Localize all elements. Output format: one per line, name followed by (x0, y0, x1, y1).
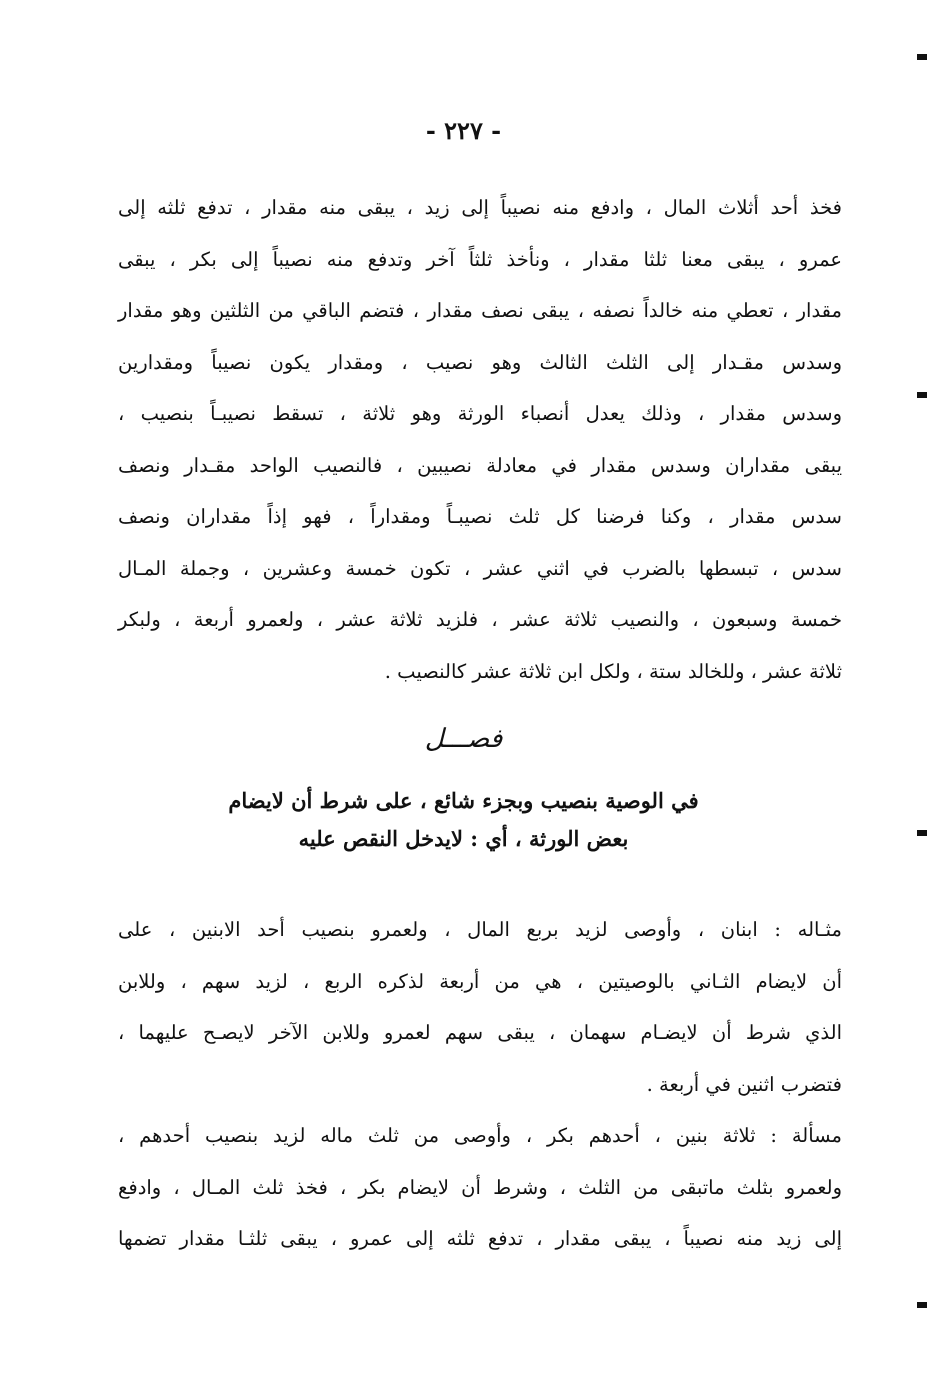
text-line: وسدس مقدار ، وذلك يعدل أنصباء الورثة وهو ثلاثة ، تسقط نصيبـاً بنصيب ، (118, 402, 842, 425)
text-line: أن لايضام الثـاني بالوصيتين ، هي من أربعة لذكره الربع ، لزيد سهم ، وللابن (118, 969, 842, 993)
margin-mark (917, 1302, 927, 1308)
section-subtitle-line-2: بعض الورثة ، أي : لايدخل النقص عليه (298, 826, 629, 851)
text-line: سدس ، تبسطها بالضرب في اثني عشر ، تكون خمسة وعشرين ، وجملة المـال (118, 556, 842, 580)
section-heading: فصـــل (424, 724, 503, 754)
text-line: وسدس مقـدار إلى الثلث الثالث وهو نصيب ، ومقدار يكون نصيباً ومقدارين (118, 350, 842, 374)
text-line: فتضرب اثنين في أربعة . (646, 1072, 842, 1096)
section-subtitle-line-1: في الوصية بنصيب وبجزء شائع ، على شرط أن لايضام (228, 788, 699, 813)
margin-mark (917, 830, 927, 836)
text-line: يبقى مقداران وسدس مقدار في معادلة نصيبين ، فالنصيب الواحد مقـدار ونصف (118, 453, 842, 477)
text-line: الذي شرط أن لايضـام سهمان ، يبقى سهم لعمرو وللابن الآخر لايصـح عليهما ، (118, 1021, 842, 1044)
text-line: عمرو ، يبقى معنا ثلثا مقدار ، ونأخذ ثلثاً آخر وتدفع منه نصيباً إلى بكر ، يبقى (118, 247, 842, 271)
paragraph-calculation (118, 182, 842, 697)
paragraph-problem (118, 1110, 842, 1265)
text-line: مسألة : ثلاثة بنين ، أحدهم بكر ، وأوصى من ثلث ماله لزيد بنصيب أحدهم ، (118, 1124, 842, 1147)
text-line: سدس مقدار ، وكنا فرضنا كل ثلث نصيبـاً ومقداراً ، فهو إذاً مقداران ونصف (118, 505, 842, 528)
text-line: مقدار ، تعطي منه خالداً نصفه ، يبقى نصف مقدار ، فتضم الباقي من الثلثين وهو مقدار (118, 299, 842, 322)
text-line: إلى زيد منه نصيباً ، يبقى مقدار ، تدفع ثلثه إلى عمرو ، يبقى ثلثـا مقدار تضمها (118, 1227, 842, 1250)
page-number: - ٢٢٧ - (425, 116, 502, 145)
text-line: مثـاله : ابنان ، وأوصى لزيد بربع المال ، ولعمرو بنصيب أحد الابنين ، على (118, 918, 842, 941)
margin-mark (917, 392, 927, 398)
margin-mark (917, 54, 927, 60)
text-line: ولعمرو بثلث ماتبقى من الثلث ، وشرط أن لايضام بكر ، فخذ ثلث المـال ، وادفع (118, 1175, 842, 1199)
text-line: خمسة وسبعون ، والنصيب ثلاثة عشر ، فلزيد ثلاثة عشر ، ولعمرو أربعة ، ولبكر (118, 608, 842, 631)
text-line: فخذ أحد أثلاث المال ، وادفع منه نصيباً إلى زيد ، يبقى منه مقدار ، تدفع ثلثه إلى (118, 196, 842, 219)
text-line: ثلاثة عشر ، وللخالد ستة ، ولكل ابن ثلاثة عشر كالنصيب . (384, 659, 842, 683)
paragraph-example (118, 904, 842, 1110)
